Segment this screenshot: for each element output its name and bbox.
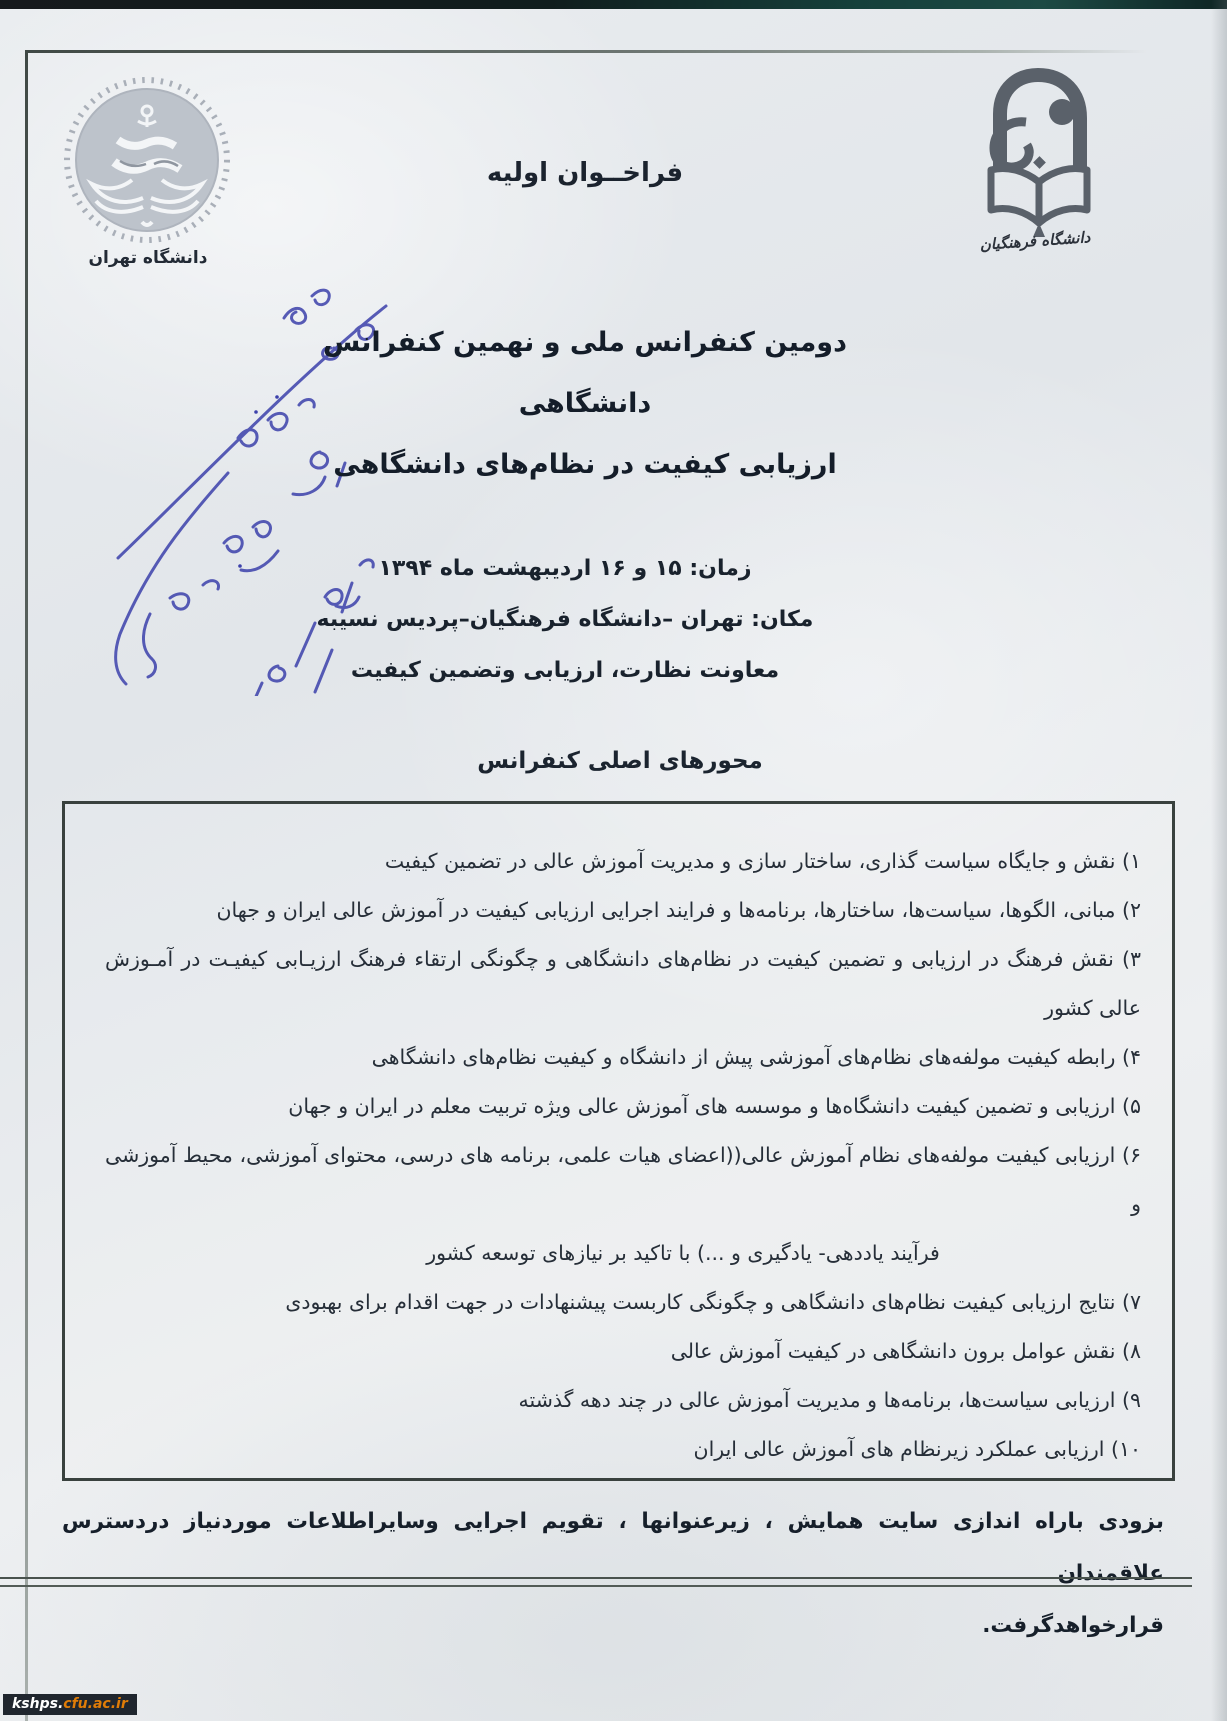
theme-item <box>105 1278 1141 1327</box>
theme-item-number: ۶) <box>1121 1143 1141 1167</box>
theme-item-text: ارزیابی کیفیت مولفه‌های نظام آموزش عالی((اعضای هیات علمی، برنامه های درسی، محتوای آموزشی، محیط آموزشی و <box>105 1143 1141 1216</box>
conference-info <box>285 543 845 696</box>
scan-edge-bar <box>0 0 1227 9</box>
theme-item-text-continued: عالی کشور <box>1044 996 1141 1020</box>
photocopy-frame-top-line <box>25 50 1147 53</box>
university-of-tehran-caption: دانشگاه تهران <box>88 248 208 268</box>
site-watermark <box>3 1694 137 1715</box>
theme-item-number: ۱) <box>1121 849 1141 873</box>
conference-organizer: معاونت نظارت، ارزیابی وتضمین کیفیت <box>350 658 780 683</box>
scan-right-edge-shadow <box>1211 0 1227 1721</box>
theme-item-text: مبانی، الگوها، سیاست‌ها، ساختارها، برنامه‌ها و فرایند اجرایی ارزیابی کیفیت در آموزش عالی ایران و جهان <box>216 898 1116 922</box>
footer-note-line2: قرارخواهدگرفت. <box>982 1613 1164 1638</box>
watermark-domain: cfu.ac.ir <box>63 1696 128 1712</box>
theme-item-text: نتایج ارزیابی کیفیت نظام‌های دانشگاهی و چگونگی کاربست پیشنهادات در جهت اقدام برای بهبودی <box>285 1290 1116 1314</box>
theme-item-text: ارزیابی و تضمین کیفیت دانشگاه‌ها و موسسه های آموزش عالی ویژه تربیت معلم در ایران و جهان <box>288 1094 1116 1118</box>
theme-item <box>105 1131 1141 1278</box>
theme-item-number: ۵) <box>1121 1094 1141 1118</box>
theme-item <box>105 1425 1141 1474</box>
themes-box <box>62 801 1175 1481</box>
farhangian-university-logo-icon <box>942 62 1142 242</box>
theme-item-number: ۹) <box>1121 1388 1141 1412</box>
footer-note-line1: بزودی باراه اندازی سایت همایش ، زیرعنوانها ، تقویم اجرایی وسایراطلاعات موردنیاز دردسترس علاقمندان <box>62 1509 1164 1586</box>
theme-item-text: ارزیابی عملکرد زیرنظام های آموزش عالی ایران <box>693 1437 1105 1461</box>
conference-title <box>300 312 870 495</box>
theme-item <box>105 1082 1141 1131</box>
photocopy-frame-left-line <box>25 50 28 1721</box>
theme-item-text: نقش و جایگاه سیاست گذاری، ساختار سازی و مدیریت آموزش عالی در تضمین کیفیت <box>384 849 1116 873</box>
conference-title-line1: دومین کنفرانس ملی و نهمین کنفرانس دانشگاهی <box>323 327 847 419</box>
themes-heading: محورهای اصلی کنفرانس <box>477 748 763 774</box>
conference-venue: مکان: تهران –دانشگاه فرهنگیان–پردیس نسیبه <box>316 607 814 632</box>
theme-item-number: ۳) <box>1121 947 1141 971</box>
theme-item-text: رابطه کیفیت مولفه‌های نظام‌های آموزشی پیش از دانشگاه و کیفیت نظام‌های دانشگاهی <box>371 1045 1116 1069</box>
theme-item-number: ۲) <box>1121 898 1141 922</box>
university-of-tehran-seal-icon <box>58 70 238 260</box>
theme-item-text: ارزیابی سیاست‌ها، برنامه‌ها و مدیریت آموزش عالی در چند دهه گذشته <box>518 1388 1116 1412</box>
theme-item <box>105 837 1141 886</box>
theme-item-text-continued: فرآیند یاددهی- یادگیری و ...) با تاکید بر نیازهای توسعه کشور <box>426 1241 940 1265</box>
theme-item-number: ۷) <box>1121 1290 1141 1314</box>
themes-list <box>65 804 1172 1474</box>
conference-title-line2: ارزیابی کیفیت در نظام‌های دانشگاهی <box>333 449 837 480</box>
theme-item-text: نقش فرهنگ در ارزیابی و تضمین کیفیت در نظام‌های دانشگاهی و چگونگی ارتقاء فرهنگ ارزیـابی کیفیـت در آمـوزش <box>105 947 1114 971</box>
theme-item-number: ۱۰) <box>1110 1437 1141 1461</box>
theme-item-number: ۸) <box>1121 1339 1141 1363</box>
theme-item-text: نقش عوامل برون دانشگاهی در کیفیت آموزش عالی <box>670 1339 1116 1363</box>
watermark-prefix: kshps. <box>12 1696 64 1712</box>
bottom-divider-line <box>0 1577 1192 1587</box>
farhangian-university-caption: دانشگاه فرهنگیان <box>979 228 1091 254</box>
theme-item <box>105 935 1141 1033</box>
theme-item <box>105 1033 1141 1082</box>
page-title: فراخــوان اولیه <box>486 158 684 188</box>
conference-time: زمان: ۱۵ و ۱۶ اردیبهشت ماه ۱۳۹۴ <box>378 556 752 581</box>
footer-note <box>62 1496 1164 1652</box>
theme-item-number: ۴) <box>1121 1045 1141 1069</box>
theme-item <box>105 886 1141 935</box>
theme-item <box>105 1376 1141 1425</box>
theme-item <box>105 1327 1141 1376</box>
